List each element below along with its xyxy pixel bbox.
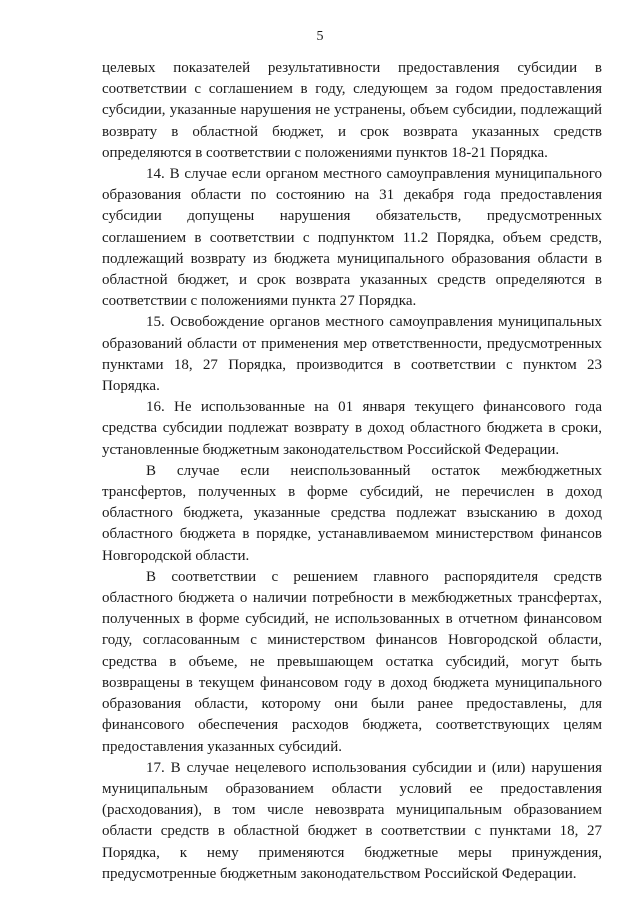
paragraph-item-14: 14. В случае если органом местного самоуправления муниципального образования области по состоянию на 31 декабря года предоставления субсидии допущены нарушения обязательств, предусмотренных соглашением в соответствии с подпунктом 11.2 Порядка, объем средств, подлежащий возврату из бюджета муниципального образования области в областной бюджет, и срок возврата указанных средств определяются в соответствии с положениями пункта 27 Порядка. [102,166,602,310]
paragraph-item-15: 15. Освобождение органов местного самоуправления муниципальных образований области от применения мер ответственности, предусмотренных пунктами 18, 27 Порядка, производится в соответствии с пунктом 23 Порядка. [102,314,602,395]
paragraph-unspent-balance: В случае если неиспользованный остаток межбюджетных трансфертов, полученных в форме субсидий, не перечислен в доход областного бюджета, указанные средства подлежат взысканию в доход областного бюджета в порядке, устанавливаемом министерством финансов Новгородской области. [102,462,602,564]
page-number: 5 [316,29,324,44]
paragraph-continuation: целевых показателей результативности предоставления субсидии в соответствии с соглашением в году, следующем за годом предоставления субсидии, указанные нарушения не устранены, объем субсидии, подлежащий возврату в областной бюджет, и срок возврата указанных средств определяются в соответствии с положениями пунктов 18-21 Порядка. [102,60,602,161]
paragraph-item-17: 17. В случае нецелевого использования субсидии и (или) нарушения муниципальным образованием области условий ее предоставления (расходования), в том числе невозврата муниципальным образованием области средств в областной бюджет в соответствии с пунктами 18, 27 Порядка, к нему применяются бюджетные меры принуждения, предусмотренные бюджетным законодательством Российской Федерации. [102,759,602,882]
document-body [102,58,602,885]
paragraph-item-16: 16. Не использованные на 01 января текущего финансового года средства субсидии подлежат возврату в доход областного бюджета в сроки, установленные бюджетным законодательством Российской Федерации. [102,399,602,458]
paragraph-return-of-funds: В соответствии с решением главного распорядителя средств областного бюджета о наличии потребности в межбюджетных трансфертах, полученных в форме субсидий, не использованных в отчетном финансовом году, согласованным с министерством финансов Новгородской области, средства в объеме, не превышающем остатка субсидий, могут быть возвращены в текущем финансовом году в доход бюджета муниципального образования области, которому они были ранее предоставлены, для финансового обеспечения расходов бюджета, соответствующих целям предоставления указанных субсидий. [102,568,602,755]
